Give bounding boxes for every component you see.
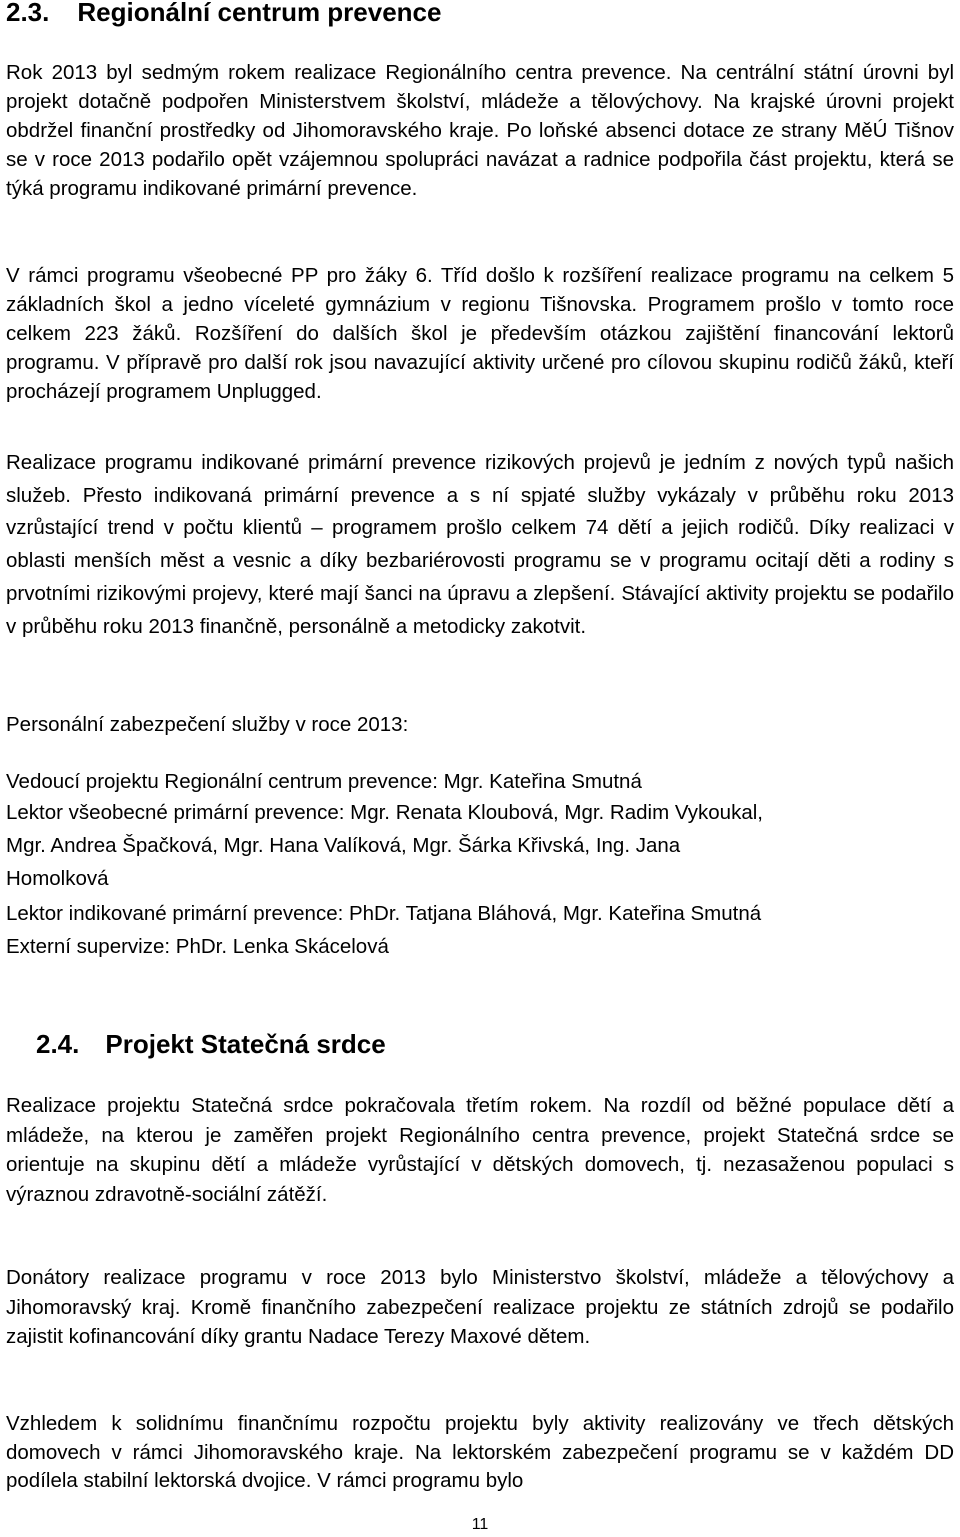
staff-line: Vedoucí projektu Regionální centrum prevence: Mgr. Kateřina Smutná (6, 770, 642, 793)
section-heading-2-3 (6, 0, 441, 27)
staff-line: Mgr. Andrea Špačková, Mgr. Hana Valíková, Mgr. Šárka Křivská, Ing. Jana (6, 834, 681, 857)
paragraph: Vzhledem k solidnímu finančnímu rozpočtu projektu byly aktivity realizovány ve třech dětských domovech v rámci Jihomoravského kraje. Na lektorském zabezpečení programu se v každém DD podílela stabilní lektorská dvojice. V rámci programu bylo (6, 1412, 954, 1492)
paragraph: Realizace projektu Statečná srdce pokračovala třetím rokem. Na rozdíl od běžné populace dětí a mládeže, na kterou je zaměřen projekt Regionálního centra prevence, projekt Statečná srdce se orientuje na skupinu dětí a mládeže vyrůstající v dětských domovech, tj. nezasaženou populaci s výraznou zdravotně-sociální zátěží. (6, 1094, 954, 1206)
section-title: Projekt Statečná srdce (105, 1029, 386, 1059)
page-number: 11 (471, 1516, 489, 1533)
staff-line: Lektor všeobecné primární prevence: Mgr. Renata Kloubová, Mgr. Radim Vykoukal, (6, 801, 763, 824)
section-heading-2-4 (36, 1029, 386, 1059)
section-number: 2.3. (6, 0, 50, 27)
staff-heading-text: Personální zabezpečení služby v roce 2013: (6, 713, 409, 736)
paragraph: Realizace programu indikované primární prevence rizikových projevů je jedním z nových typů našich služeb. Přesto indikovaná primární prevence a s ní spjaté služby vykázaly v průběhu roku 2013 vzrůstající trend v počtu klientů – programem prošlo celkem 74 dětí a jejich rodičů. Díky realizaci v oblasti menších měst a vesnic a díky bezbariérovosti programu se v programu ocitají děti a rodiny s prvotními rizikovými projevy, které mají šanci na úpravu a zlepšení. Stávající aktivity projektu se podařilo v průběhu roku 2013 finančně, personálně a metodicky zakotvit. (6, 451, 954, 638)
staff-list (6, 770, 954, 970)
paragraph: V rámci programu všeobecné PP pro žáky 6. Tříd došlo k rozšíření realizace programu na celkem 5 základních škol a jedno víceleté gymnázium v regionu Tišnovska. Programem prošlo v tomto roce celkem 223 žáků. Rozšíření do dalších škol je především otázkou zajištění financování lektorů programu. V přípravě pro další rok jsou navazující aktivity určené pro cílovou skupinu rodičů žáků, kteří procházejí programem Unplugged. (6, 264, 954, 403)
staff-line: Externí supervize: PhDr. Lenka Skácelová (6, 935, 389, 958)
section-title: Regionální centrum prevence (77, 0, 442, 27)
paragraph: Donátory realizace programu v roce 2013 bylo Ministerstvo školství, mládeže a tělovýchovy a Jihomoravský kraj. Kromě finančního zabezpečení realizace projektu ze státních zdrojů se podařilo zajistit kofinancování díky grantu Nadace Terezy Maxové dětem. (6, 1266, 954, 1349)
paragraph: Rok 2013 byl sedmým rokem realizace Regionálního centra prevence. Na centrální státní úrovni byl projekt dotačně podpořen Ministerstvem školství, mládeže a tělovýchovy. Na krajské úrovni projekt obdržel finanční prostředky od Jihomoravského kraje. Po loňské absenci dotace ze strany MěÚ Tišnov se v roce 2013 podařilo opět vzájemnou spolupráci navázat a radnice podpořila část projektu, která se týká programu indikované primární prevence. (6, 61, 954, 200)
staff-heading (6, 713, 954, 743)
staff-line: Lektor indikované primární prevence: PhDr. Tatjana Bláhová, Mgr. Kateřina Smutná (6, 902, 762, 925)
section-number: 2.4. (36, 1029, 80, 1059)
staff-line: Homolková (6, 867, 109, 890)
